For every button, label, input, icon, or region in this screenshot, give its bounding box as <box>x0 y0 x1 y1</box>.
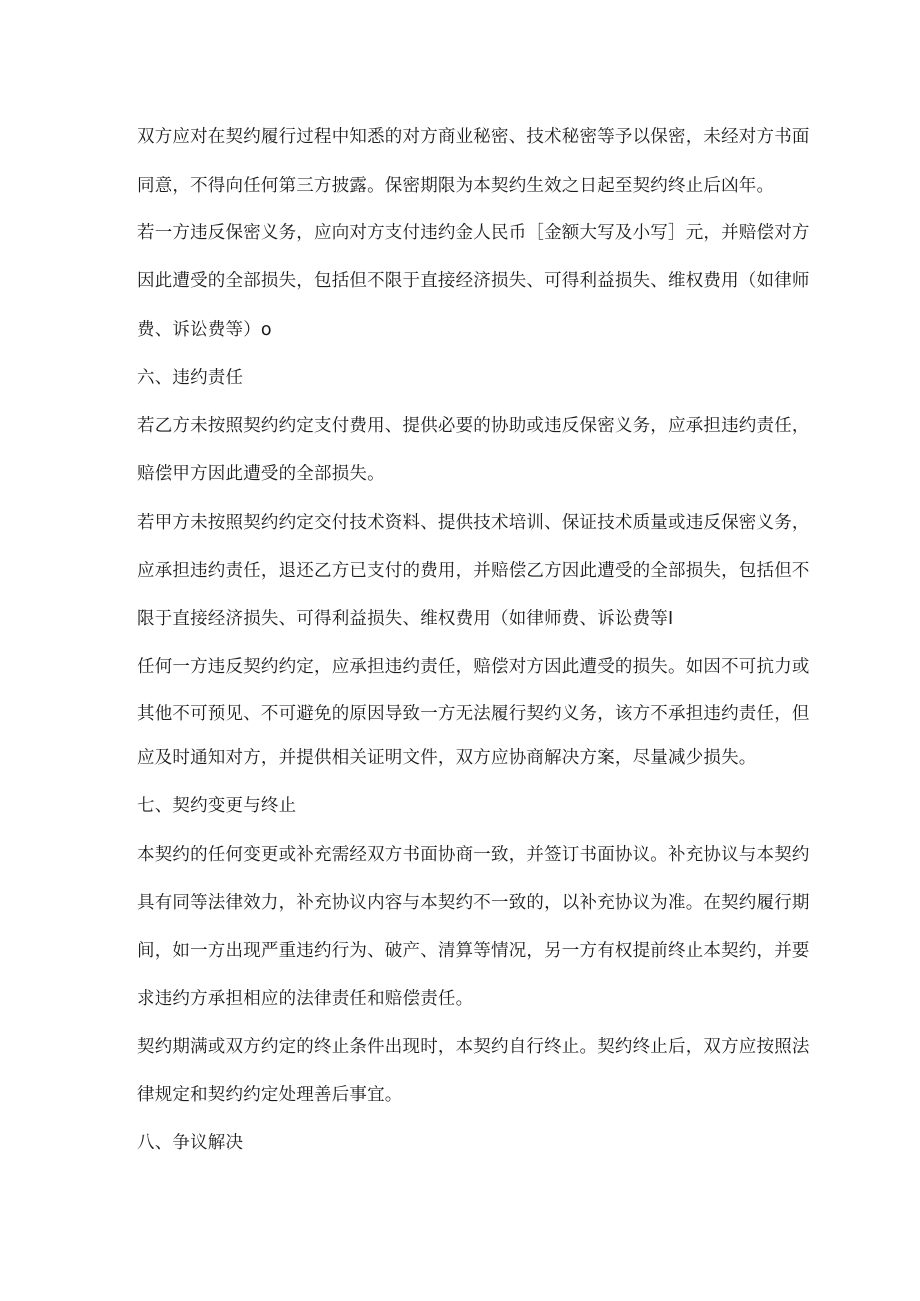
text-line: 应承担违约责任，退还乙方已支付的费用，并赔偿乙方因此遭受的全部损失，包括但不 <box>137 561 810 581</box>
text-line: 律规定和契约约定处理善后事宜。 <box>137 1085 403 1105</box>
section-heading: 八、争议解决 <box>137 1133 244 1153</box>
text-line: 赔偿甲方因此遭受的全部损失。 <box>137 464 385 484</box>
text-line: 本契约的任何变更或补充需经双方书面协商一致，并签订书面协议。补充协议与本契约 <box>137 845 810 865</box>
text-line: 应及时通知对方，并提供相关证明文件，双方应协商解决方案，尽量减少损失。 <box>137 748 757 768</box>
text-line: 求违约方承担相应的法律责任和赔偿责任。 <box>137 989 474 1009</box>
text-line: 间，如一方出现严重违约行为、破产、清算等情况，另一方有权提前终止本契约，并要 <box>137 941 810 961</box>
text-line: 同意，不得向任何第三方披露。保密期限为本契约生效之日起至契约终止后凶年。 <box>137 176 775 196</box>
text-line: 任何一方违反契约约定，应承担违约责任，赔偿对方因此遭受的损失。如因不可抗力或 <box>137 657 810 677</box>
text-line: 因此遭受的全部损失，包括但不限于直接经济损失、可得利益损失、维权费用（如律师 <box>137 271 810 291</box>
text-line: 双方应对在契约履行过程中知悉的对方商业秘密、技术秘密等予以保密，未经对方书面 <box>137 127 810 147</box>
text-line: 契约期满或双方约定的终止条件出现时，本契约自行终止。契约终止后，双方应按照法 <box>137 1037 810 1057</box>
text-line: 具有同等法律效力，补充协议内容与本契约不一致的，以补充协议为准。在契约履行期 <box>137 893 810 913</box>
text-line: 其他不可预见、不可避免的原因导致一方无法履行契约义务，该方不承担违约责任，但 <box>137 704 810 724</box>
text-line: 若甲方未按照契约约定交付技术资料、提供技术培训、保证技术质量或违反保密义务， <box>137 513 810 533</box>
text-line: 限于直接经济损失、可得利益损失、维权费用（如律师费、诉讼费等I <box>137 609 674 629</box>
section-heading: 七、契约变更与终止 <box>137 796 297 816</box>
text-line: 若一方违反保密义务，应向对方支付违约金人民币［金额大写及小写］元，并赔偿对方 <box>137 223 810 243</box>
section-heading: 六、违约责任 <box>137 368 244 388</box>
text-line: 若乙方未按照契约约定支付费用、提供必要的协助或违反保密义务，应承担违约责任， <box>137 416 810 436</box>
text-line: 费、诉讼费等）o <box>137 320 272 340</box>
